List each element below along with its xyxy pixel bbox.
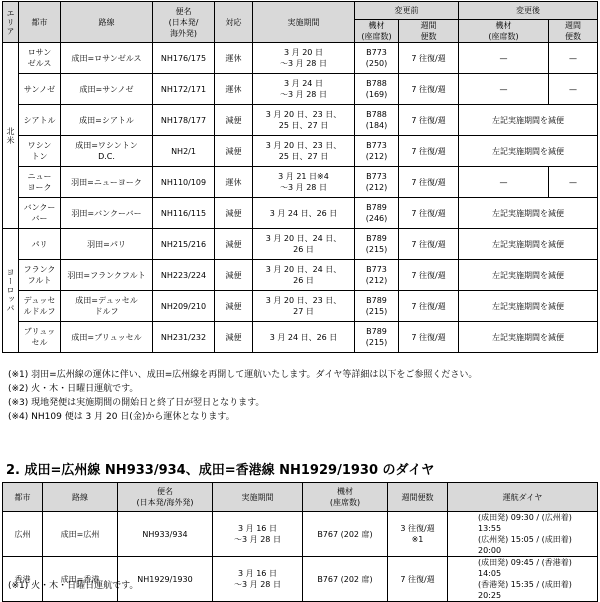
cell-after-note: 左記実施期間を減便 [459,260,598,291]
cell-period: 3 月 20 日、24 日、 26 日 [253,229,355,260]
header-weekly-after: 週間 便数 [549,20,598,43]
cell-weekly: 7 往復/週 [399,105,459,136]
table-row [3,167,598,198]
cell-flight: NH176/175 [153,43,215,74]
cell-aircraft: B789 (215) [355,229,399,260]
cell-route: 成田=広州 [43,512,118,557]
cell-city: ブリュッ セル [19,322,61,353]
header-before: 変更前 [355,2,459,20]
cell-after-weekly: — [549,74,598,105]
cell-flight: NH110/109 [153,167,215,198]
cell-route: 成田=ブリュッセル [61,322,153,353]
schedule-header-route: 路線 [43,483,118,512]
cell-weekly: 7 往復/週 [399,260,459,291]
cell-route: 成田=香港 [43,557,118,602]
cell-flight: NH116/115 [153,198,215,229]
region-label: ヨーロッパ [3,229,19,353]
notes-section-2 [8,579,138,593]
cell-route: 成田=ワシントン D.C. [61,136,153,167]
note-line: (※1) 羽田=広州線の運休に伴い、成田=広州線を再開して運航いたします。ダイヤ等詳細は以下をご参照ください。 [8,370,478,380]
cell-after-note: 左記実施期間を減便 [459,198,598,229]
cell-city: ニュー ヨーク [19,167,61,198]
cell-after-note: 左記実施期間を減便 [459,105,598,136]
flight-change-table [2,1,598,353]
cell-action: 運休 [215,167,253,198]
cell-flight: NH172/171 [153,74,215,105]
table-row [3,198,598,229]
cell-period: 3 月 20 日、24 日、 26 日 [253,260,355,291]
cell-route: 羽田=フランクフルト [61,260,153,291]
cell-weekly: 7 往復/週 [399,291,459,322]
cell-period: 3 月 20 日、23 日、 27 日 [253,291,355,322]
cell-after-note: 左記実施期間を減便 [459,291,598,322]
table-row [3,512,598,557]
notes-section-1 [8,368,477,424]
cell-weekly: 7 往復/週 [399,136,459,167]
cell-aircraft: B773 (212) [355,167,399,198]
cell-after-weekly: — [549,167,598,198]
cell-flight: NH1929/1930 [118,557,213,602]
cell-after-note: 左記実施期間を減便 [459,136,598,167]
cell-after-aircraft: — [459,43,549,74]
header-aircraft-after: 機材 (座席数) [459,20,549,43]
cell-period: 3 月 16 日 ～3 月 28 日 [213,512,303,557]
cell-schedule: (成田発) 09:30 / (広州着) 13:55 (広州発) 15:05 / (成田着) 20:00 [448,512,598,557]
cell-aircraft: B789 (215) [355,291,399,322]
header-flight: 便名 (日本発/ 海外発) [153,2,215,43]
cell-aircraft: B773 (212) [355,260,399,291]
cell-action: 運休 [215,43,253,74]
cell-weekly: 7 往復/週 [388,557,448,602]
header-route: 路線 [61,2,153,43]
table-row [3,43,598,74]
schedule-header-schedule: 運航ダイヤ [448,483,598,512]
cell-weekly: 7 往復/週 [399,74,459,105]
cell-route: 成田=デュッセル ドルフ [61,291,153,322]
table-row [3,74,598,105]
cell-city: 香港 [3,557,43,602]
schedule-header-period: 実施期間 [213,483,303,512]
cell-after-weekly: — [549,43,598,74]
header-aircraft-before: 機材 (座席数) [355,20,399,43]
cell-city: フランク フルト [19,260,61,291]
cell-weekly: 7 往復/週 [399,167,459,198]
header-area: エリア [3,2,19,43]
cell-route: 成田=シアトル [61,105,153,136]
cell-route: 成田=ロサンゼルス [61,43,153,74]
cell-action: 運休 [215,74,253,105]
cell-period: 3 月 21 日※4 ～3 月 28 日 [253,167,355,198]
cell-period: 3 月 20 日 ～3 月 28 日 [253,43,355,74]
cell-period: 3 月 20 日、23 日、 25 日、27 日 [253,105,355,136]
cell-action: 減便 [215,229,253,260]
cell-after-note: 左記実施期間を減便 [459,322,598,353]
cell-city: ロサン ゼルス [19,43,61,74]
cell-city: シアトル [19,105,61,136]
cell-flight: NH215/216 [153,229,215,260]
table-row [3,229,598,260]
table-row [3,105,598,136]
cell-city: バンクー バー [19,198,61,229]
cell-action: 減便 [215,136,253,167]
cell-period: 3 月 24 日 ～3 月 28 日 [253,74,355,105]
cell-period: 3 月 24 日、26 日 [253,322,355,353]
table-row [3,260,598,291]
cell-after-aircraft: — [459,74,549,105]
cell-aircraft: B767 (202 席) [303,512,388,557]
cell-flight: NH231/232 [153,322,215,353]
cell-flight: NH209/210 [153,291,215,322]
schedule-header-city: 都市 [3,483,43,512]
cell-flight: NH933/934 [118,512,213,557]
cell-action: 減便 [215,260,253,291]
cell-after-note: 左記実施期間を減便 [459,229,598,260]
header-period: 実施期間 [253,2,355,43]
cell-city: 広州 [3,512,43,557]
cell-weekly: 7 往復/週 [399,43,459,74]
cell-aircraft: B773 (250) [355,43,399,74]
cell-aircraft: B788 (169) [355,74,399,105]
cell-aircraft: B767 (202 席) [303,557,388,602]
cell-aircraft: B789 (215) [355,322,399,353]
cell-flight: NH178/177 [153,105,215,136]
cell-period: 3 月 16 日 ～3 月 28 日 [213,557,303,602]
cell-aircraft: B788 (184) [355,105,399,136]
note-line: (※1) 火・木・日曜日運航です。 [8,581,139,591]
header-weekly-before: 週間 便数 [399,20,459,43]
header-city: 都市 [19,2,61,43]
table-row [3,136,598,167]
cell-weekly: 7 往復/週 [399,198,459,229]
cell-route: 羽田=ニューヨーク [61,167,153,198]
table-row [3,322,598,353]
cell-flight: NH223/224 [153,260,215,291]
schedule-header-flight: 便名 (日本発/海外発) [118,483,213,512]
section-2-title: 2. 成田=広州線 NH933/934、成田=香港線 NH1929/1930 のダイヤ [6,463,435,478]
cell-route: 羽田=バンクーバー [61,198,153,229]
cell-period: 3 月 24 日、26 日 [253,198,355,229]
cell-action: 減便 [215,291,253,322]
cell-city: デュッセ ルドルフ [19,291,61,322]
cell-route: 成田=サンノゼ [61,74,153,105]
header-action: 対応 [215,2,253,43]
cell-weekly: 7 往復/週 [399,322,459,353]
cell-aircraft: B789 (246) [355,198,399,229]
cell-weekly: 3 往復/週 ※1 [388,512,448,557]
schedule-header-weekly: 週間便数 [388,483,448,512]
cell-aircraft: B773 (212) [355,136,399,167]
note-line: (※4) NH109 便は 3 月 20 日(金)から運休となります。 [8,412,235,422]
cell-action: 減便 [215,322,253,353]
note-line: (※2) 火・木・日曜日運航です。 [8,384,139,394]
cell-period: 3 月 20 日、23 日、 25 日、27 日 [253,136,355,167]
header-after: 変更後 [459,2,598,20]
cell-weekly: 7 往復/週 [399,229,459,260]
cell-city: ワシン トン [19,136,61,167]
schedule-header-aircraft: 機材 (座席数) [303,483,388,512]
note-line: (※3) 現地発便は実施期間の開始日と終了日が翌日となります。 [8,398,265,408]
cell-schedule: (成田発) 09:45 / (香港着) 14:05 (香港発) 15:35 / (成田着) 20:25 [448,557,598,602]
cell-route: 羽田=パリ [61,229,153,260]
cell-city: パリ [19,229,61,260]
table-row [3,291,598,322]
cell-flight: NH2/1 [153,136,215,167]
cell-action: 減便 [215,198,253,229]
cell-action: 減便 [215,105,253,136]
region-label: 北米 [3,43,19,229]
cell-after-aircraft: — [459,167,549,198]
cell-city: サンノゼ [19,74,61,105]
